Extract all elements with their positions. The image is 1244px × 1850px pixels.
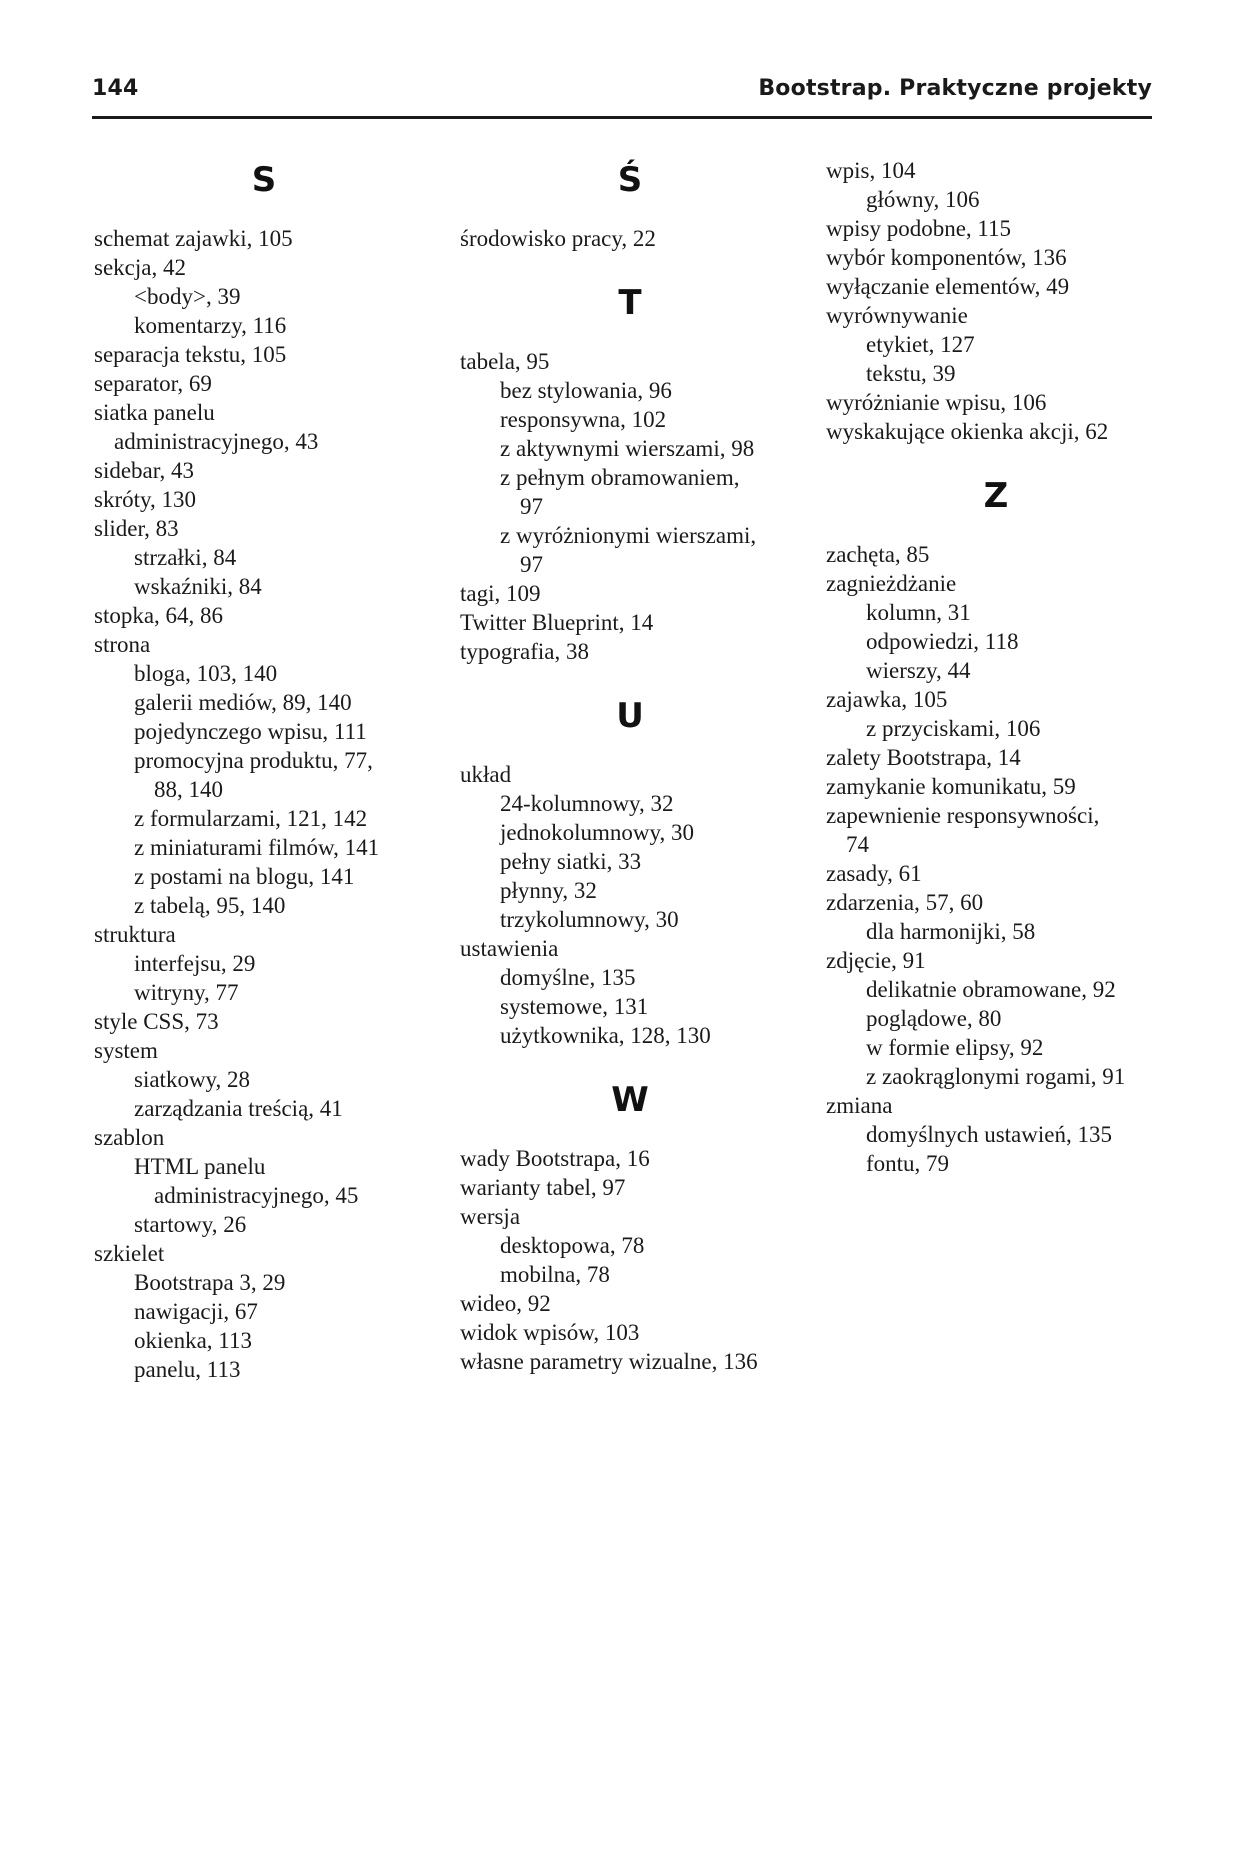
- index-entry: zalety Bootstrapa, 14: [826, 745, 1021, 770]
- index-subentry: z wyróżnionymi wierszami,: [500, 523, 757, 548]
- index-entry: system: [94, 1038, 158, 1063]
- index-subentry: wierszy, 44: [866, 658, 971, 683]
- index-entry: wpis, 104: [826, 158, 916, 183]
- index-entry: wybór komponentów, 136: [826, 245, 1067, 270]
- section-letter: Z: [983, 476, 1009, 516]
- index-subentry: 88, 140: [154, 777, 223, 802]
- index-subentry: promocyjna produktu, 77,: [134, 748, 373, 773]
- index-entry: zapewnienie responsywności,: [826, 803, 1100, 828]
- index-entry: sidebar, 43: [94, 458, 194, 483]
- index-subentry: zarządzania treścią, 41: [134, 1096, 343, 1121]
- index-entry: wyróżnianie wpisu, 106: [826, 390, 1047, 415]
- index-subentry: Bootstrapa 3, 29: [134, 1270, 286, 1295]
- index-subentry: 97: [520, 494, 543, 519]
- index-entry: zdarzenia, 57, 60: [826, 890, 984, 915]
- index-subentry: bloga, 103, 140: [134, 661, 278, 686]
- index-entry: szablon: [94, 1125, 165, 1150]
- index-subentry: siatkowy, 28: [134, 1067, 251, 1092]
- section-letter: Ś: [617, 160, 643, 200]
- index-entry: sekcja, 42: [94, 255, 186, 280]
- index-entry: własne parametry wizualne, 136: [460, 1349, 758, 1374]
- index-subentry: dla harmonijki, 58: [866, 919, 1036, 944]
- index-entry: układ: [460, 762, 512, 787]
- index-entry: zasady, 61: [826, 861, 922, 886]
- index-entry: stopka, 64, 86: [94, 603, 224, 628]
- index-subentry: okienka, 113: [134, 1328, 252, 1353]
- index-entry: zajawka, 105: [826, 687, 948, 712]
- index-entry: szkielet: [94, 1241, 165, 1266]
- index-subentry: bez stylowania, 96: [500, 378, 672, 403]
- index-subentry: galerii mediów, 89, 140: [134, 690, 352, 715]
- index-subentry: interfejsu, 29: [134, 951, 256, 976]
- index-subentry: systemowe, 131: [500, 994, 649, 1019]
- index-subentry: tekstu, 39: [866, 361, 956, 386]
- index-subentry: komentarzy, 116: [134, 313, 287, 338]
- index-subentry: jednokolumnowy, 30: [500, 820, 694, 845]
- index-subentry: z pełnym obramowaniem,: [500, 465, 740, 490]
- index-subentry: płynny, 32: [500, 878, 597, 903]
- index-column-3: [826, 156, 1166, 1178]
- index-entry: tabela, 95: [460, 349, 550, 374]
- index-subentry: główny, 106: [866, 187, 980, 212]
- index-entry: Twitter Blueprint, 14: [460, 610, 654, 635]
- index-entry: wpisy podobne, 115: [826, 216, 1012, 241]
- index-subentry: 24-kolumnowy, 32: [500, 791, 674, 816]
- index-subentry: z miniaturami filmów, 141: [134, 835, 380, 860]
- index-column-2: [460, 156, 800, 1376]
- index-subentry: HTML panelu: [134, 1154, 266, 1179]
- index-entry: skróty, 130: [94, 487, 197, 512]
- index-subentry: użytkownika, 128, 130: [500, 1023, 711, 1048]
- index-subentry: z aktywnymi wierszami, 98: [500, 436, 755, 461]
- index-entry: wyskakujące okienka akcji, 62: [826, 419, 1109, 444]
- index-subentry: etykiet, 127: [866, 332, 975, 357]
- index-entry: wyrównywanie: [826, 303, 968, 328]
- index-subentry: wskaźniki, 84: [134, 574, 262, 599]
- index-entry: separator, 69: [94, 371, 212, 396]
- index-entry: zmiana: [826, 1093, 893, 1118]
- index-entry: wersja: [460, 1204, 521, 1229]
- index-entry: strona: [94, 632, 151, 657]
- index-subentry: delikatnie obramowane, 92: [866, 977, 1116, 1002]
- index-entry: administracyjnego, 43: [114, 429, 319, 454]
- index-entry: 74: [846, 832, 869, 857]
- index-entry: typografia, 38: [460, 639, 590, 664]
- index-entry: siatka panelu: [94, 400, 215, 425]
- index-entry: zamykanie komunikatu, 59: [826, 774, 1076, 799]
- index-subentry: startowy, 26: [134, 1212, 247, 1237]
- index-subentry: responsywna, 102: [500, 407, 667, 432]
- index-entry: schemat zajawki, 105: [94, 226, 293, 251]
- index-subentry: domyślne, 135: [500, 965, 636, 990]
- index-subentry: administracyjnego, 45: [154, 1183, 359, 1208]
- index-subentry: panelu, 113: [134, 1357, 241, 1382]
- index-subentry: pełny siatki, 33: [500, 849, 642, 874]
- index-entry: zachęta, 85: [826, 542, 930, 567]
- index-subentry: domyślnych ustawień, 135: [866, 1122, 1112, 1147]
- index-subentry: w formie elipsy, 92: [866, 1035, 1044, 1060]
- index-subentry: strzałki, 84: [134, 545, 237, 570]
- index-column-1: [94, 156, 434, 1384]
- index-subentry: kolumn, 31: [866, 600, 971, 625]
- index-subentry: <body>, 39: [134, 284, 241, 309]
- index-entry: style CSS, 73: [94, 1009, 219, 1034]
- index-entry: tagi, 109: [460, 581, 541, 606]
- index-subentry: z formularzami, 121, 142: [134, 806, 368, 831]
- index-subentry: 97: [520, 552, 543, 577]
- index-entry: slider, 83: [94, 516, 179, 541]
- index-entry: zagnieżdżanie: [826, 571, 957, 596]
- index-subentry: z tabelą, 95, 140: [134, 893, 286, 918]
- index-entry: separacja tekstu, 105: [94, 342, 287, 367]
- index-subentry: nawigacji, 67: [134, 1299, 258, 1324]
- index-subentry: mobilna, 78: [500, 1262, 610, 1287]
- index-subentry: desktopowa, 78: [500, 1233, 645, 1258]
- section-letter: T: [618, 283, 642, 323]
- section-letter: W: [611, 1080, 649, 1120]
- index-subentry: trzykolumnowy, 30: [500, 907, 679, 932]
- index-subentry: fontu, 79: [866, 1151, 950, 1176]
- index-entry: warianty tabel, 97: [460, 1175, 626, 1200]
- section-letter: U: [616, 696, 644, 736]
- section-letter: S: [251, 160, 277, 200]
- index-subentry: poglądowe, 80: [866, 1006, 1002, 1031]
- index-subentry: witryny, 77: [134, 980, 239, 1005]
- index-entry: wyłączanie elementów, 49: [826, 274, 1070, 299]
- index-subentry: z zaokrąglonymi rogami, 91: [866, 1064, 1126, 1089]
- index-entry: wady Bootstrapa, 16: [460, 1146, 650, 1171]
- index-entry: wideo, 92: [460, 1291, 551, 1316]
- running-title: Bootstrap. Praktyczne projekty: [758, 76, 1152, 101]
- index-entry: ustawienia: [460, 936, 559, 961]
- index-entry: widok wpisów, 103: [460, 1320, 640, 1345]
- page-number: 144: [92, 76, 139, 101]
- index-subentry: z postami na blogu, 141: [134, 864, 355, 889]
- index-subentry: pojedynczego wpisu, 111: [134, 719, 367, 744]
- page-header: [92, 76, 1152, 119]
- index-entry: środowisko pracy, 22: [460, 226, 656, 251]
- index-entry: zdjęcie, 91: [826, 948, 926, 973]
- index-subentry: odpowiedzi, 118: [866, 629, 1019, 654]
- index-entry: struktura: [94, 922, 176, 947]
- index-subentry: z przyciskami, 106: [866, 716, 1041, 741]
